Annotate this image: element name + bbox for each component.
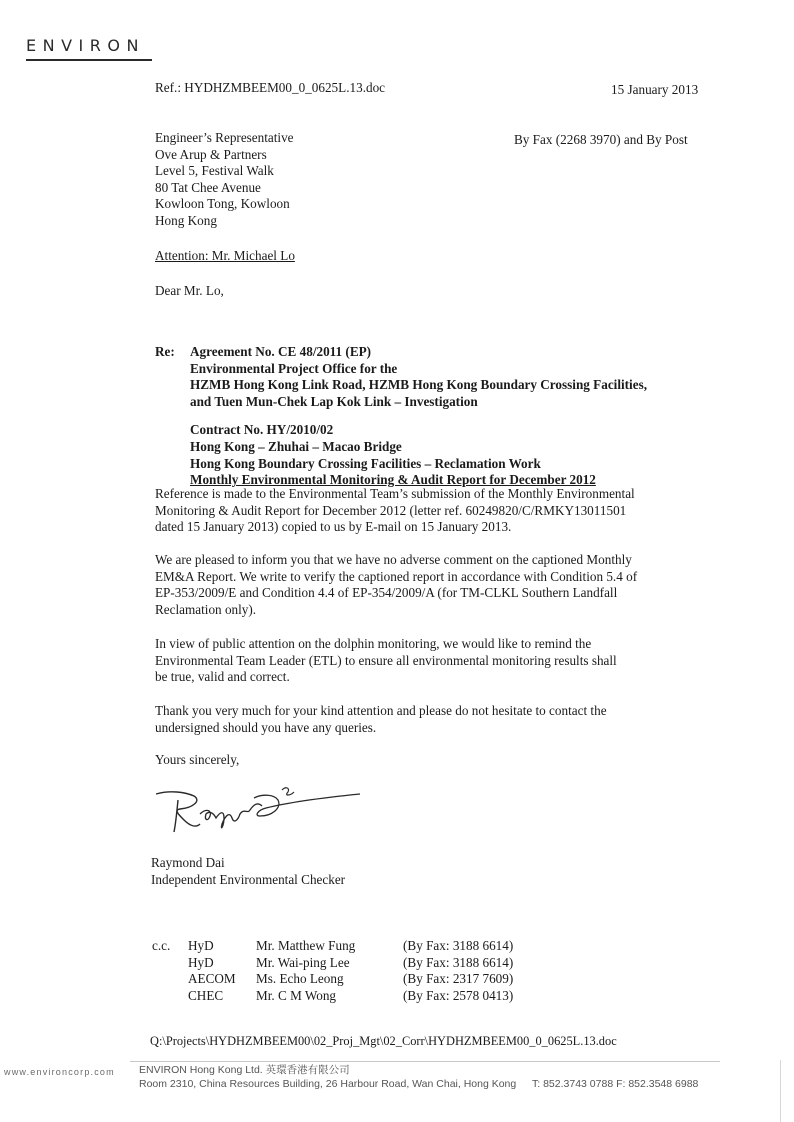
- paragraph-line: We are pleased to inform you that we have no adverse comment on the captioned Monthly: [155, 552, 632, 567]
- closing: Yours sincerely,: [155, 752, 240, 767]
- footer-company: ENVIRON Hong Kong Ltd. 英環香港有限公司: [139, 1064, 350, 1076]
- recipient-line: Engineer’s Representative: [155, 130, 294, 145]
- footer-tel-fax: T: 852.3743 0788 F: 852.3548 6988: [532, 1078, 699, 1090]
- re-label: Re:: [155, 344, 175, 359]
- paragraph-line: Monitoring & Audit Report for December 2012 (letter ref. 60249820/C/RMKY13011501: [155, 502, 627, 518]
- recipient-address: [155, 130, 294, 230]
- signer-name: Raymond Dai: [151, 855, 225, 870]
- paragraph-dolphin-monitoring: [155, 636, 707, 686]
- cc-fax: (By Fax: 2578 0413): [403, 987, 514, 1003]
- cc-names: [256, 938, 355, 1004]
- salutation: Dear Mr. Lo,: [155, 283, 224, 298]
- letter-date: 15 January 2013: [611, 82, 699, 97]
- paragraph-reference: [155, 486, 707, 536]
- paragraph-thanks: [155, 703, 707, 736]
- paragraph-line: be true, valid and correct.: [155, 669, 290, 685]
- cc-fax: (By Fax: 3188 6614): [403, 938, 514, 953]
- contract-line: Contract No. HY/2010/02: [190, 422, 334, 438]
- paragraph-verification: [155, 552, 707, 618]
- cc-org: AECOM: [188, 971, 236, 987]
- footer-website: www.environcorp.com: [4, 1067, 115, 1077]
- cc-fax-numbers: [403, 938, 513, 1004]
- contract-subject: Monthly Environmental Monitoring & Audit Report for December 2012: [190, 472, 596, 488]
- recipient-line: Ove Arup & Partners: [155, 146, 267, 162]
- cc-organisations: [188, 938, 236, 1004]
- footer-divider: [130, 1061, 720, 1062]
- subject-line: Agreement No. CE 48/2011 (EP): [190, 344, 372, 359]
- paragraph-line: EM&A Report. We write to verify the captioned report in accordance with Condition 5.4 of: [155, 568, 638, 584]
- attention-line: Attention: Mr. Michael Lo: [155, 248, 295, 263]
- recipient-line: 80 Tat Chee Avenue: [155, 179, 261, 195]
- paragraph-line: Thank you very much for your kind attention and please do not hesitate to contact the: [155, 703, 607, 718]
- cc-name: Mr. C M Wong: [256, 987, 337, 1003]
- paragraph-line: undersigned should you have any queries.: [155, 719, 377, 735]
- subject-line: and Tuen Mun-Chek Lap Kok Link – Investigation: [190, 393, 478, 409]
- contract-line: Hong Kong – Zhuhai – Macao Bridge: [190, 438, 402, 454]
- paragraph-line: In view of public attention on the dolphin monitoring, we would like to remind the: [155, 636, 592, 651]
- reference-number: Ref.: HYDHZMBEEM00_0_0625L.13.doc: [155, 80, 386, 95]
- cc-name: Ms. Echo Leong: [256, 971, 344, 987]
- environ-logo: ENVIRON: [26, 36, 145, 55]
- cc-label: c.c.: [152, 938, 171, 953]
- cc-org: CHEC: [188, 987, 224, 1003]
- cc-fax: (By Fax: 3188 6614): [403, 954, 514, 970]
- logo-underline: [26, 59, 152, 61]
- cc-name: Mr. Matthew Fung: [256, 938, 356, 953]
- paragraph-line: Reference is made to the Environmental Team’s submission of the Monthly Environmental: [155, 486, 635, 501]
- delivery-method: By Fax (2268 3970) and By Post: [514, 132, 688, 147]
- cc-org: HyD: [188, 954, 214, 970]
- subject-line: Environmental Project Office for the: [190, 360, 398, 376]
- file-path: Q:\Projects\HYDHZMBEEM00\02_Proj_Mgt\02_Corr\HYDHZMBEEM00_0_0625L.13.doc: [150, 1034, 617, 1048]
- cc-org: HyD: [188, 938, 214, 953]
- recipient-line: Hong Kong: [155, 212, 217, 228]
- footer-address: Room 2310, China Resources Building, 26 Harbour Road, Wan Chai, Hong Kong: [139, 1078, 517, 1090]
- paragraph-line: dated 15 January 2013) copied to us by E-mail on 15 January 2013.: [155, 519, 512, 535]
- paragraph-line: EP-353/2009/E and Condition 4.4 of EP-354/2009/A (for TM-CLKL Southern Landfall: [155, 585, 618, 601]
- recipient-line: Kowloon Tong, Kowloon: [155, 196, 290, 212]
- page-edge-line: [780, 1060, 781, 1122]
- handwritten-signature: [150, 780, 380, 840]
- subject-block: [190, 344, 710, 489]
- cc-fax: (By Fax: 2317 7609): [403, 971, 514, 987]
- subject-line: HZMB Hong Kong Link Road, HZMB Hong Kong Boundary Crossing Facilities,: [190, 377, 648, 393]
- signer-title: Independent Environmental Checker: [151, 872, 346, 887]
- paragraph-line: Environmental Team Leader (ETL) to ensure all environmental monitoring results shall: [155, 652, 617, 668]
- cc-name: Mr. Wai-ping Lee: [256, 954, 350, 970]
- contract-line: Hong Kong Boundary Crossing Facilities – Reclamation Work: [190, 455, 541, 471]
- paragraph-line: Reclamation only).: [155, 601, 257, 617]
- recipient-line: Level 5, Festival Walk: [155, 163, 274, 179]
